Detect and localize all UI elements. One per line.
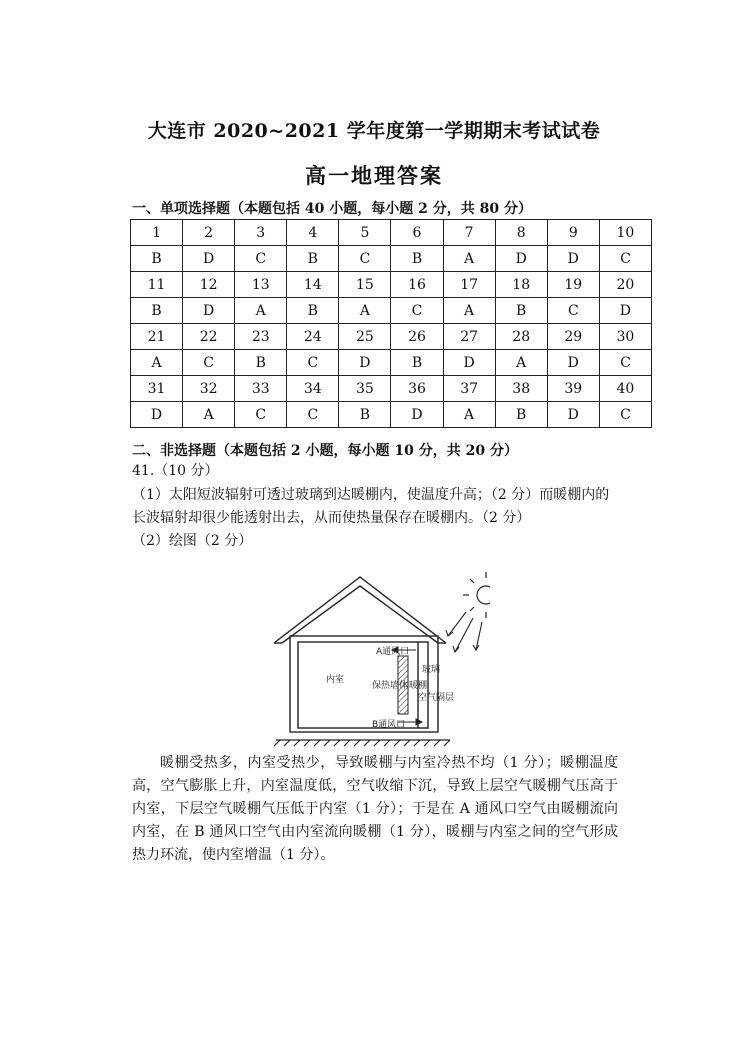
question-number-cell: 17 [443, 272, 495, 298]
exam-title: 大连市 2020~2021 学年度第一学期期末考试试卷 [147, 120, 601, 142]
answer-cell: B [235, 350, 287, 376]
answer-cell: B [287, 246, 339, 272]
question-41-title: 41.（10 分） [132, 463, 219, 479]
table-row [131, 350, 652, 376]
question-41-part1: （1）太阳短波辐射可透过玻璃到达暖棚内，使温度升高；（2 分）而暖棚内的长波辐射却很少能透射出去，从而使热量保存在暖棚内。（2 分） [132, 487, 610, 526]
question-number-cell: 36 [391, 376, 443, 402]
answer-cell: B [287, 298, 339, 324]
question-number-cell: 19 [547, 272, 599, 298]
question-number-cell: 20 [599, 272, 651, 298]
label-vent-b: B通风口 [372, 720, 406, 730]
question-number-cell: 26 [391, 324, 443, 350]
question-number-cell: 33 [235, 376, 287, 402]
answer-cell: A [495, 350, 547, 376]
answer-cell: D [495, 246, 547, 272]
answer-cell: B [339, 402, 391, 428]
question-number-cell: 9 [547, 220, 599, 246]
question-number-cell: 34 [287, 376, 339, 402]
answer-cell: A [443, 402, 495, 428]
label-vent-a: A通风口 [376, 647, 410, 657]
question-number-cell: 31 [131, 376, 183, 402]
question-number-cell: 4 [287, 220, 339, 246]
label-air-layer: 空气隔层 [418, 693, 455, 703]
answer-cell: C [235, 402, 287, 428]
question-number-cell: 13 [235, 272, 287, 298]
table-row [131, 272, 652, 298]
question-number-cell: 11 [131, 272, 183, 298]
question-41-part2: （2）绘图（2 分） [132, 533, 253, 549]
house-roof [274, 577, 446, 643]
answer-cell: B [495, 298, 547, 324]
answer-cell: B [131, 298, 183, 324]
question-41-explanation: 暖棚受热多，内室受热少，导致暖棚与内室冷热不均（1 分）；暖棚温度高，空气膨胀上升，内室温度低，空气收缩下沉，导致上层空气暖棚气压高于内室，下层空气暖棚气压低于内室（1 分）；于是在 A 通风口空气由暖棚流向内室，在 B 通风口空气由内室流向暖棚（1 分），暖棚与内室之间的空气形成热力环流，使内室增温（1 分）。 [132, 755, 618, 863]
answer-cell: C [287, 402, 339, 428]
answer-cell: D [599, 298, 651, 324]
question-number-cell: 30 [599, 324, 651, 350]
answer-cell: A [339, 298, 391, 324]
answer-cell: C [287, 350, 339, 376]
answer-cell: B [391, 350, 443, 376]
label-indoor: 内室 [326, 675, 345, 685]
answer-cell: B [495, 402, 547, 428]
answer-cell: C [339, 246, 391, 272]
table-row [131, 298, 652, 324]
answer-cell: B [131, 246, 183, 272]
label-insulated-wall: 保热墙体 [372, 681, 409, 691]
solar-radiation-arrows [446, 612, 482, 652]
answer-cell: C [183, 350, 235, 376]
answer-subtitle: 高一地理答案 [305, 163, 443, 188]
question-number-cell: 16 [391, 272, 443, 298]
question-number-cell: 25 [339, 324, 391, 350]
section1-heading: 一、单项选择题（本题包括 40 小题，每小题 2 分，共 80 分） [132, 201, 532, 217]
answer-cell: C [547, 298, 599, 324]
question-number-cell: 37 [443, 376, 495, 402]
answer-cell: D [183, 246, 235, 272]
question-number-cell: 39 [547, 376, 599, 402]
answer-cell: A [235, 298, 287, 324]
question-number-cell: 6 [391, 220, 443, 246]
question-number-cell: 22 [183, 324, 235, 350]
answer-cell: C [391, 298, 443, 324]
question-number-cell: 7 [443, 220, 495, 246]
question-number-cell: 32 [183, 376, 235, 402]
answer-cell: A [183, 402, 235, 428]
answer-cell: D [547, 246, 599, 272]
answer-cell: A [443, 246, 495, 272]
question-number-cell: 18 [495, 272, 547, 298]
question-number-cell: 29 [547, 324, 599, 350]
answer-cell: A [131, 350, 183, 376]
question-number-cell: 10 [599, 220, 651, 246]
sun-icon [463, 572, 490, 618]
answer-cell: C [235, 246, 287, 272]
question-number-cell: 28 [495, 324, 547, 350]
table-row [131, 376, 652, 402]
answer-cell: D [183, 298, 235, 324]
question-number-cell: 21 [131, 324, 183, 350]
table-row [131, 246, 652, 272]
answer-cell: B [391, 246, 443, 272]
section2-heading: 二、非选择题（本题包括 2 小题，每小题 10 分，共 20 分） [132, 443, 518, 459]
answer-cell: D [547, 350, 599, 376]
table-row [131, 402, 652, 428]
answer-cell: D [547, 402, 599, 428]
question-number-cell: 1 [131, 220, 183, 246]
answer-cell: A [443, 298, 495, 324]
question-number-cell: 15 [339, 272, 391, 298]
question-number-cell: 40 [599, 376, 651, 402]
table-row [131, 220, 652, 246]
question-number-cell: 8 [495, 220, 547, 246]
answer-cell: D [131, 402, 183, 428]
label-glass: 玻璃 [422, 665, 441, 675]
question-number-cell: 3 [235, 220, 287, 246]
ground-line [274, 740, 450, 746]
table-row [131, 324, 652, 350]
question-number-cell: 38 [495, 376, 547, 402]
question-number-cell: 23 [235, 324, 287, 350]
answer-table [130, 219, 652, 428]
question-number-cell: 35 [339, 376, 391, 402]
answer-cell: D [339, 350, 391, 376]
question-number-cell: 12 [183, 272, 235, 298]
answer-cell: C [599, 350, 651, 376]
answer-cell: D [391, 402, 443, 428]
answer-cell: C [599, 402, 651, 428]
answer-cell: C [599, 246, 651, 272]
question-number-cell: 27 [443, 324, 495, 350]
question-number-cell: 14 [287, 272, 339, 298]
greenhouse-diagram [270, 570, 490, 750]
question-number-cell: 5 [339, 220, 391, 246]
question-number-cell: 2 [183, 220, 235, 246]
answer-cell: D [443, 350, 495, 376]
question-number-cell: 24 [287, 324, 339, 350]
label-greenhouse: 暖棚 [409, 681, 428, 691]
